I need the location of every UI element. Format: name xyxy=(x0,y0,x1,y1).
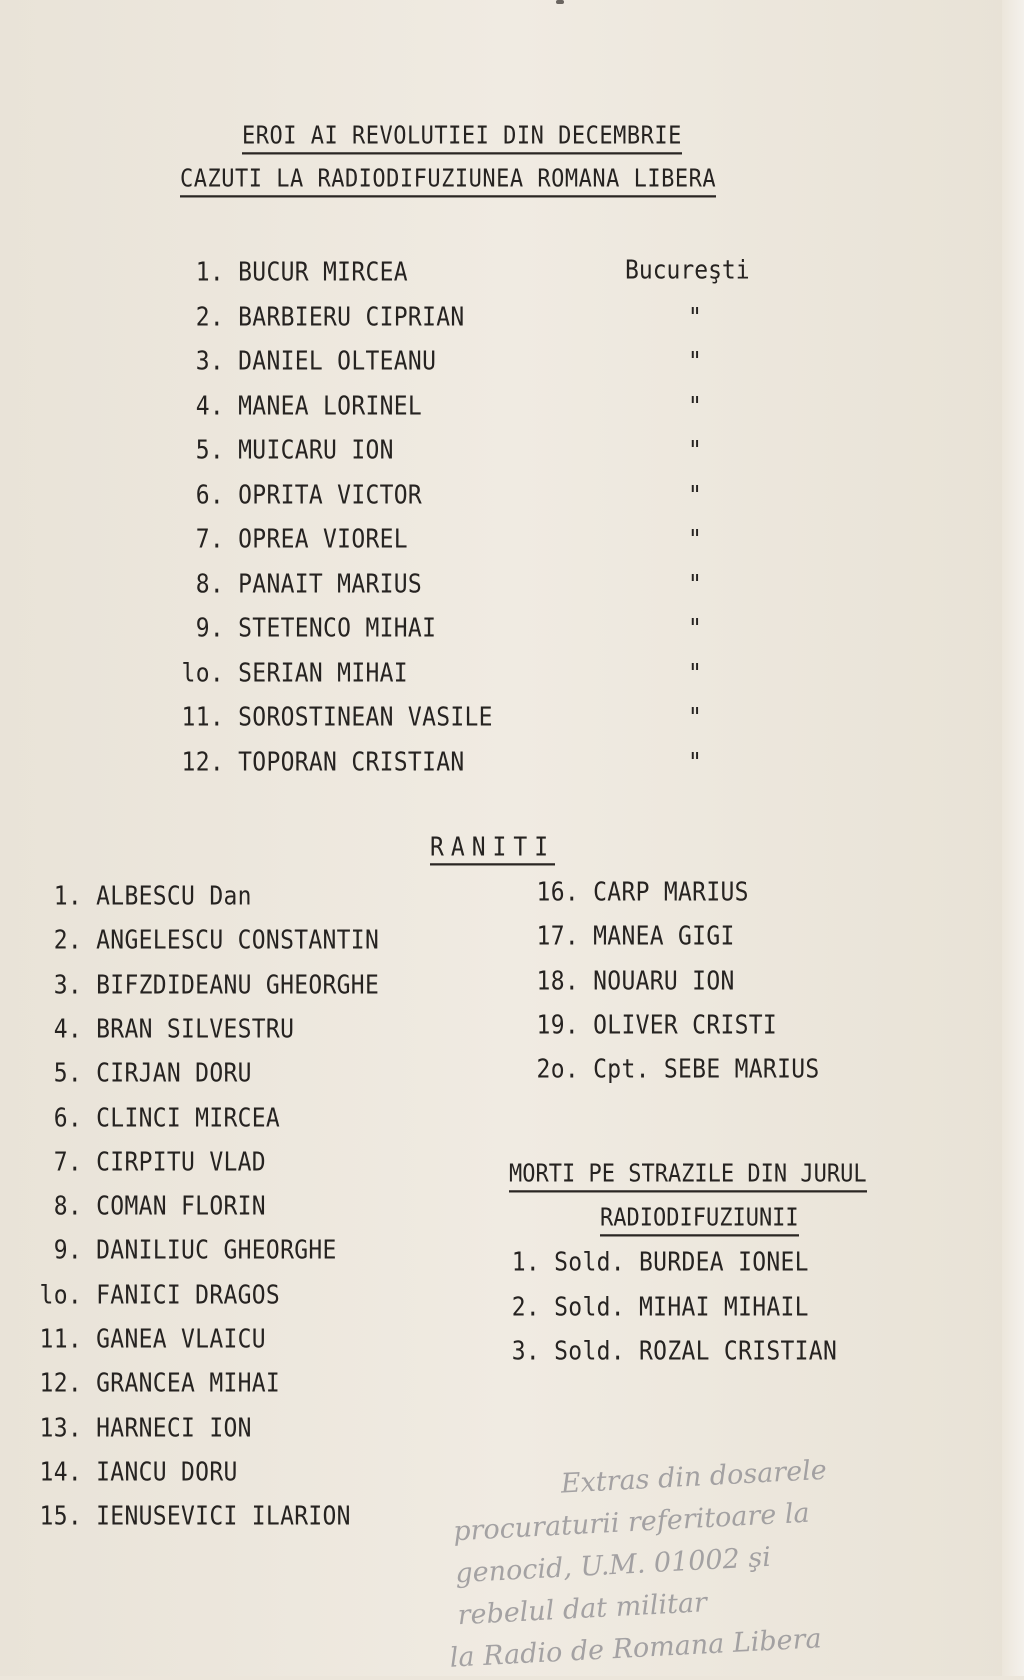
item-number: 15. xyxy=(39,1502,82,1532)
list-item xyxy=(535,878,749,907)
ditto-mark: " xyxy=(688,391,702,422)
list-item xyxy=(180,392,422,421)
item-number: 2o. xyxy=(536,1055,579,1085)
list-item xyxy=(38,1325,266,1354)
ditto-mark: " xyxy=(688,703,702,733)
item-number: 11. xyxy=(39,1325,82,1355)
ditto-mark: " xyxy=(688,436,702,466)
item-name: ALBESCU Dan xyxy=(96,882,252,912)
ditto-mark: " xyxy=(688,525,702,555)
raniti-heading: RANITI xyxy=(430,833,555,865)
item-name: SOROSTINEAN VASILE xyxy=(238,703,493,733)
list-item xyxy=(38,1369,280,1398)
item-number: 3. xyxy=(53,970,82,1000)
item-name: DANILIUC GHEORGHE xyxy=(96,1236,337,1266)
ditto-mark: " xyxy=(688,480,702,511)
item-name: TOPORAN CRISTIAN xyxy=(238,747,465,777)
list-item xyxy=(535,1011,777,1040)
ditto-mark: " xyxy=(688,569,702,600)
item-number: 3. xyxy=(511,1337,540,1367)
ditto-mark: " xyxy=(688,302,702,333)
list-item xyxy=(510,1293,809,1322)
title-line-2: CAZUTI LA RADIODIFUZIUNEA ROMANA LIBERA xyxy=(180,165,716,197)
list-item xyxy=(38,1236,337,1265)
ditto-mark: " xyxy=(688,747,702,778)
item-name: IENUSEVICI ILARION xyxy=(96,1502,351,1532)
item-number: 4. xyxy=(195,391,224,421)
item-name: MANEA GIGI xyxy=(593,922,735,952)
item-number: 18. xyxy=(536,966,579,996)
item-name: FANICI DRAGOS xyxy=(96,1280,281,1310)
list-item xyxy=(180,659,408,688)
item-name: COMAN FLORIN xyxy=(96,1192,266,1222)
ditto-mark: " xyxy=(688,347,702,377)
list-item xyxy=(180,748,465,777)
ditto-mark: " xyxy=(688,658,702,689)
item-name: HARNECI ION xyxy=(96,1413,252,1443)
item-name: STETENCO MIHAI xyxy=(238,614,437,644)
list-item xyxy=(535,1055,820,1084)
item-name: BIFZDIDEANU GHEORGHE xyxy=(96,970,380,1000)
item-name: CLINCI MIRCEA xyxy=(96,1103,281,1133)
handwritten-line: genocid, U.M. 01002 şi xyxy=(454,1541,772,1590)
handwritten-line: rebelul dat militar xyxy=(456,1587,708,1632)
handwritten-line: procuraturii referitoare la xyxy=(452,1497,811,1548)
title-line-1: EROI AI REVOLUTIEI DIN DECEMBRIE xyxy=(242,122,682,154)
list-item xyxy=(180,481,422,510)
list-item xyxy=(180,614,436,643)
item-number: 8. xyxy=(53,1192,82,1222)
list-item xyxy=(38,1059,252,1088)
item-number: 14. xyxy=(39,1457,82,1488)
item-name: CARP MARIUS xyxy=(593,878,749,908)
item-name: MANEA LORINEL xyxy=(238,391,423,421)
item-number: 5. xyxy=(53,1059,82,1089)
item-number: 2. xyxy=(195,302,224,332)
item-name: OPRITA VICTOR xyxy=(238,480,423,510)
item-name: BARBIERU CIPRIAN xyxy=(238,302,465,332)
list-item xyxy=(535,922,735,951)
place-label: Bucureşti xyxy=(625,256,750,286)
item-number: 3. xyxy=(195,347,224,377)
staple-mark xyxy=(556,0,564,4)
list-item xyxy=(180,436,394,465)
item-name: ANGELESCU CONSTANTIN xyxy=(96,926,380,956)
list-item xyxy=(510,1337,837,1366)
list-item xyxy=(180,347,436,376)
item-number: 1. xyxy=(511,1248,540,1278)
handwritten-line: la Radio de Romana Libera xyxy=(449,1623,823,1674)
item-name: GANEA VLAICU xyxy=(96,1325,266,1355)
item-number: 12. xyxy=(181,747,224,777)
item-name: IANCU DORU xyxy=(96,1457,238,1488)
page-edge xyxy=(1002,0,1024,1676)
item-name: CIRJAN DORU xyxy=(96,1059,252,1089)
item-name: Cpt. SEBE MARIUS xyxy=(593,1055,820,1085)
item-number: 12. xyxy=(39,1369,82,1399)
item-name: NOUARU ION xyxy=(593,966,735,996)
item-number: 2. xyxy=(511,1292,540,1322)
item-number: 7. xyxy=(195,525,224,555)
item-number: 7. xyxy=(53,1147,82,1177)
item-name: Sold. BURDEA IONEL xyxy=(554,1248,809,1278)
item-number: 11. xyxy=(181,703,224,733)
item-number: 17. xyxy=(536,922,579,952)
list-item xyxy=(180,525,408,554)
item-number: 2. xyxy=(53,926,82,956)
item-number: 16. xyxy=(536,878,579,908)
list-item xyxy=(38,1192,266,1221)
item-name: OLIVER CRISTI xyxy=(593,1010,778,1041)
morti-heading-line-2: RADIODIFUZIUNII xyxy=(600,1204,799,1236)
item-number: 6. xyxy=(53,1103,82,1133)
morti-heading-line-1: MORTI PE STRAZILE DIN JURUL xyxy=(509,1160,867,1192)
item-name: SERIAN MIHAI xyxy=(238,658,408,688)
list-item xyxy=(180,570,422,599)
item-name: BRAN SILVESTRU xyxy=(96,1014,295,1045)
list-item xyxy=(535,967,735,996)
handwritten-note xyxy=(440,1441,1010,1680)
list-item xyxy=(38,1104,280,1133)
item-number: 5. xyxy=(195,436,224,466)
list-item xyxy=(38,1015,294,1044)
item-number: 6. xyxy=(195,480,224,510)
item-name: MUICARU ION xyxy=(238,436,394,466)
item-number: 9. xyxy=(53,1236,82,1266)
item-number: 4. xyxy=(53,1014,82,1045)
item-number: 1. xyxy=(53,882,82,912)
ditto-mark: " xyxy=(688,614,702,644)
item-name: BUCUR MIRCEA xyxy=(238,258,408,288)
item-number: 13. xyxy=(39,1413,82,1443)
list-item xyxy=(38,1414,252,1443)
list-item xyxy=(180,258,408,287)
item-number: lo. xyxy=(181,658,224,688)
item-number: 1. xyxy=(195,258,224,288)
item-name: OPREA VIOREL xyxy=(238,525,408,555)
list-item xyxy=(180,303,465,332)
item-name: CIRPITU VLAD xyxy=(96,1147,266,1177)
item-number: 8. xyxy=(195,569,224,599)
item-number: 19. xyxy=(536,1010,579,1041)
list-item xyxy=(38,971,379,1000)
list-item xyxy=(38,882,252,911)
item-name: Sold. MIHAI MIHAIL xyxy=(554,1292,809,1322)
item-number: lo. xyxy=(39,1280,82,1310)
item-name: GRANCEA MIHAI xyxy=(96,1369,281,1399)
list-item xyxy=(180,703,493,732)
item-name: PANAIT MARIUS xyxy=(238,569,423,599)
list-item xyxy=(38,1281,280,1310)
list-item xyxy=(38,926,379,955)
list-item xyxy=(510,1248,809,1277)
item-name: Sold. ROZAL CRISTIAN xyxy=(554,1337,838,1367)
item-name: DANIEL OLTEANU xyxy=(238,347,437,377)
list-item xyxy=(38,1458,238,1487)
handwritten-line: Extras din dosarele xyxy=(560,1454,828,1500)
list-item xyxy=(38,1502,351,1531)
item-number: 9. xyxy=(195,614,224,644)
list-item xyxy=(38,1148,266,1177)
